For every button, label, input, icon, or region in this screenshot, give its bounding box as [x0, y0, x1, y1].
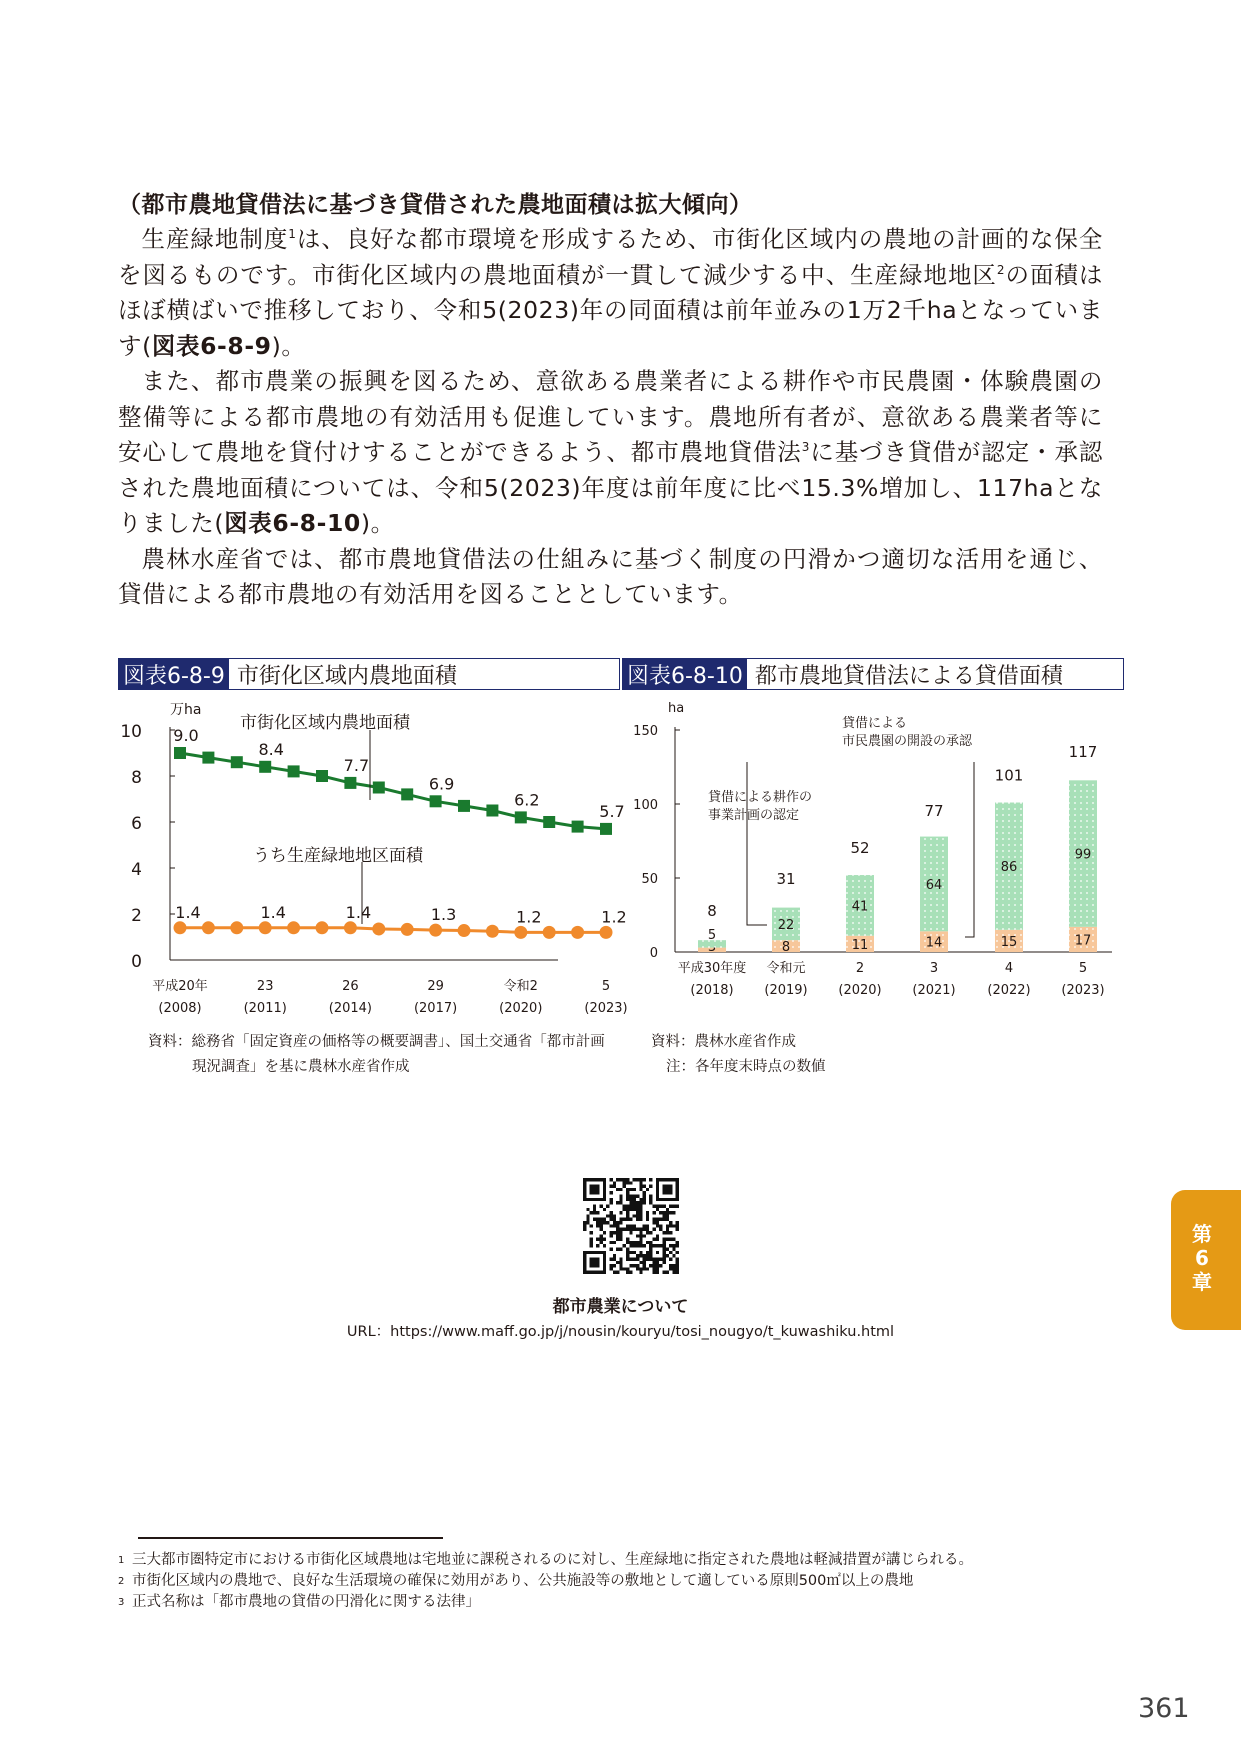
qr-url-link[interactable]: URL：https://www.maff.go.jp/j/nousin/kouryu/tosi_nougyo/t_kuwashiku.html	[346, 1324, 895, 1340]
x-tick-label-year: (2023)	[584, 1001, 628, 1016]
x-tick-label-year: (2008)	[158, 1001, 202, 1016]
data-point	[458, 800, 470, 812]
annotation-1-line1: 貸借による耕作の	[708, 790, 813, 805]
x-tick-label: 平成20年	[152, 979, 208, 994]
data-point	[600, 926, 613, 939]
data-point	[231, 756, 243, 768]
data-label: 7.7	[343, 755, 370, 775]
bar-value-label: 41	[851, 899, 869, 915]
x-tick-label-year: (2018)	[690, 983, 734, 998]
data-point	[401, 788, 413, 800]
bar-total-label: 52	[850, 839, 870, 858]
bar-value-label: 99	[1074, 847, 1092, 863]
figure-6-8-10-title-bar	[622, 658, 1124, 690]
data-point	[344, 777, 356, 789]
bar-value-label: 86	[1000, 860, 1018, 876]
data-point	[543, 926, 556, 939]
paragraph-3: 農林水産省では、都市農地貸借法の仕組みに基づく制度の円滑かつ適切な活用を通じ、貸借による都市農地の有効活用を図ることとしています。	[118, 544, 1103, 608]
bar-total-label: 77	[924, 802, 944, 821]
y-tick-label: 100	[633, 798, 658, 813]
series-name-label-1: 市街化区域内農地面積	[240, 713, 410, 733]
annotation-2-line1: 貸借による	[842, 716, 908, 731]
y-tick-label: 50	[641, 872, 658, 887]
y-axis-unit: 万ha	[170, 702, 202, 718]
x-tick-label-year: (2020)	[499, 1001, 543, 1016]
y-tick-label: 6	[131, 814, 142, 834]
bar-value-label: 8	[781, 940, 791, 956]
data-point	[600, 823, 612, 835]
series-line-1	[180, 753, 606, 829]
bar-total-label: 117	[1068, 742, 1098, 761]
x-tick-label: 2	[855, 961, 865, 976]
section-heading: （都市農地貸借法に基づき貸借された農地面積は拡大傾向）	[118, 192, 753, 218]
source-line: 資料：総務省「固定資産の価格等の概要調書」、国土交通省「都市計画	[148, 1034, 605, 1050]
source-line: 現況調査」を基に農林水産省作成	[192, 1059, 410, 1075]
data-point	[202, 752, 214, 764]
bar-total-label: 101	[994, 766, 1024, 785]
qr-title: 都市農業について	[552, 1297, 689, 1317]
footnote-ref-2[interactable]: 2	[996, 262, 1006, 277]
bar-value-label: 14	[925, 935, 943, 951]
x-tick-label: 5	[601, 979, 611, 994]
data-point	[202, 921, 215, 934]
data-point	[174, 747, 186, 759]
x-tick-label-year: (2019)	[764, 983, 808, 998]
data-label: 5.7	[599, 801, 625, 821]
data-point	[543, 816, 555, 828]
y-tick-label: 150	[633, 724, 658, 739]
y-tick-label: 2	[131, 906, 142, 926]
data-point	[430, 795, 442, 807]
series-line-2	[180, 928, 606, 933]
source-line: 注：各年度末時点の数値	[666, 1059, 826, 1075]
x-tick-label-year: (2011)	[243, 1001, 287, 1016]
data-point	[259, 921, 272, 934]
footnote-3: 3 正式名称は「都市農地の貸借の円滑化に関する法律」	[118, 1594, 480, 1610]
data-point	[316, 921, 329, 934]
bar-total-label: 31	[776, 870, 796, 889]
data-point	[316, 770, 328, 782]
y-axis-unit: ha	[668, 701, 685, 716]
y-tick-label: 0	[131, 952, 142, 972]
data-point	[458, 924, 471, 937]
x-tick-label: 5	[1078, 961, 1088, 976]
paragraph-1: 生産緑地制度$^1$は、良好な都市環境を形成するため、市街化区域内の農地の計画的な保全を図るものです。市街化区域内の農地面積が一貫して減少する中、生産緑地地区$^2$の面積はほぼ横ばいで推移しており、令和5(2023)年の同面積は前年並みの1万2千haとなっています(図表6-8-9)。	[118, 225, 1104, 360]
source-line: 資料：農林水産省作成	[651, 1034, 796, 1050]
data-point	[429, 924, 442, 937]
callout-line-annotation-1	[747, 762, 767, 925]
footnote-divider	[138, 1537, 443, 1539]
data-label: 1.2	[601, 907, 627, 927]
data-point	[372, 922, 385, 935]
footnotes	[118, 1550, 973, 1613]
x-tick-label: 29	[427, 979, 444, 994]
data-label: 1.4	[175, 902, 201, 922]
page-number: 361	[1138, 1693, 1190, 1724]
paragraph-2: また、都市農業の振興を図るため、意欲ある農業者による耕作や市民農園・体験農園の整備等による都市農地の有効活用も促進しています。農地所有者が、意欲ある農業者等に安心して農地を貸付けすることができるよう、都市農地貸借法$^3$に基づき貸借が認定・承認された農地面積については、令和5(2023)年度は前年度に比べ15.3%増加し、117haとなりました(図表6-8-10)。	[118, 367, 1103, 537]
data-label: 9.0	[173, 726, 199, 745]
figure-ref-6-8-9: 図表6-8-9	[151, 331, 272, 360]
x-tick-label: 令和2	[503, 979, 538, 994]
bar-chart-lease-area	[622, 692, 1122, 1022]
figure-title: 市街化区域内農地面積	[236, 663, 457, 689]
data-point	[486, 925, 499, 938]
footnote-ref-1[interactable]: 1	[288, 227, 297, 242]
data-point	[174, 921, 187, 934]
data-point	[344, 921, 357, 934]
body-text	[118, 222, 1103, 613]
data-point	[259, 761, 271, 773]
bar-value-label: 15	[1000, 934, 1018, 950]
data-label: 1.3	[430, 905, 457, 925]
data-label: 1.4	[260, 902, 286, 922]
x-tick-label-year: (2023)	[1061, 983, 1105, 998]
data-point	[287, 921, 300, 934]
data-point	[401, 923, 414, 936]
footnote-1: 1 三大都市圏特定市における市街化区域農地は宅地並に課税されるのに対し、生産緑地に指定された農地は軽減措置が講じられる。	[118, 1552, 973, 1568]
figure-ref-6-8-10: 図表6-8-10	[224, 509, 361, 537]
footnote-2: 2 市街化区域内の農地で、良好な生活環境の確保に効用があり、公共施設等の敷地として適している原則500㎡以上の農地	[118, 1573, 914, 1589]
x-tick-label-year: (2022)	[987, 983, 1031, 998]
data-label: 8.4	[258, 739, 284, 759]
x-tick-label-year: (2014)	[328, 1001, 373, 1016]
bar-value-label: 22	[777, 917, 795, 933]
x-tick-label: 令和元	[766, 961, 806, 976]
data-point	[230, 921, 243, 934]
x-tick-label: 23	[256, 979, 274, 994]
y-tick-label: 10	[120, 722, 142, 742]
data-point	[373, 782, 385, 794]
qr-code[interactable]	[583, 1178, 679, 1274]
annotation-1-line2: 事業計画の認定	[708, 808, 800, 823]
x-tick-label: 平成30年度	[677, 961, 747, 976]
data-point	[572, 821, 584, 833]
series-name-label-2: うち生産緑地地区面積	[253, 846, 423, 866]
annotation-2-line2: 市民農園の開設の承認	[842, 734, 973, 749]
bar-value-label: 5	[707, 928, 717, 944]
y-tick-label: 8	[131, 768, 142, 788]
bar-value-label: 11	[851, 937, 869, 953]
callout-line-annotation-2	[965, 762, 974, 937]
figure-6-8-9-title-bar	[118, 658, 620, 690]
figure-title: 都市農地貸借法による貸借面積	[754, 663, 1063, 689]
footnote-ref-3[interactable]: 3	[801, 440, 810, 455]
bar-value-label: 64	[925, 877, 943, 893]
data-point	[288, 765, 300, 777]
x-tick-label: 3	[929, 961, 939, 976]
figure-6-8-9-source	[148, 1030, 605, 1080]
data-point	[486, 805, 498, 817]
x-tick-label-year: (2021)	[912, 983, 956, 998]
data-label: 6.9	[428, 774, 455, 794]
x-tick-label-year: (2020)	[838, 983, 882, 998]
data-label: 1.2	[516, 907, 542, 927]
figure-number: 図表6-8-10	[623, 659, 747, 689]
figure-6-8-10-source	[651, 1030, 826, 1080]
data-label: 1.4	[345, 902, 372, 922]
chapter-label: 第 6 章	[1192, 1222, 1212, 1294]
data-label: 6.2	[514, 790, 540, 810]
bar-value-label: 17	[1074, 933, 1092, 949]
figure-number: 図表6-8-9	[119, 659, 229, 689]
bar-total-label: 8	[707, 902, 717, 921]
y-tick-label: 4	[131, 860, 142, 880]
line-chart-farmland-area	[118, 692, 628, 1022]
x-tick-label: 4	[1004, 961, 1014, 976]
x-tick-label: 26	[342, 979, 359, 994]
data-point	[515, 811, 527, 823]
y-tick-label: 0	[649, 946, 658, 961]
x-tick-label-year: (2017)	[413, 1001, 458, 1016]
data-point	[571, 926, 584, 939]
data-point	[514, 926, 527, 939]
